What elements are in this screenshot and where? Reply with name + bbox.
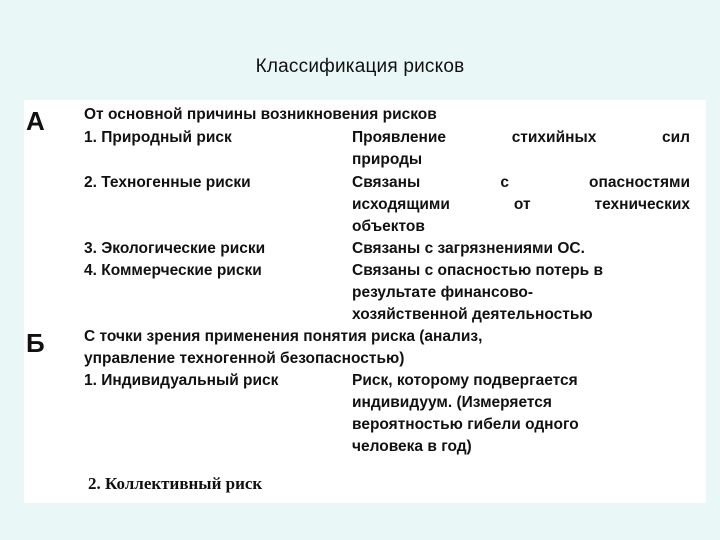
classification-panel <box>24 100 706 503</box>
slide-title: Классификация рисков <box>255 56 465 77</box>
risk-desc-natural-line2: природы <box>352 151 423 168</box>
risk-desc-individual-line3: вероятностью гибели одного <box>352 416 579 433</box>
section-b-letter: Б <box>26 328 45 358</box>
section-b-heading-line2: управление техногенной безопасностью) <box>84 350 405 367</box>
risk-name-commercial: 4. Коммерческие риски <box>84 262 262 279</box>
risk-desc-technogenic-line3: объектов <box>352 218 425 235</box>
risk-desc-technogenic-line1: Связаны с опасностями <box>352 174 690 191</box>
risk-desc-commercial-line1: Связаны с опасностью потерь в <box>352 262 603 279</box>
risk-desc-technogenic-line2: исходящими от технических <box>352 196 690 213</box>
risk-desc-commercial-line2: результате финансово- <box>352 284 534 301</box>
section-a-heading: От основной причины возникновения рисков <box>84 106 437 123</box>
risk-desc-natural-line1: Проявление стихийных сил <box>352 129 690 146</box>
risk-name-collective: 2. Коллективный риск <box>88 474 263 493</box>
section-a-letter: А <box>26 106 45 136</box>
risk-name-individual: 1. Индивидуальный риск <box>84 372 279 389</box>
risk-desc-ecological: Связаны с загрязнениями ОС. <box>352 240 585 257</box>
risk-desc-individual-line1: Риск, которому подвергается <box>352 372 578 389</box>
risk-name-natural: 1. Природный риск <box>84 129 232 146</box>
risk-name-ecological: 3. Экологические риски <box>84 240 266 257</box>
risk-name-technogenic: 2. Техногенные риски <box>84 174 251 191</box>
risk-desc-commercial-line3: хозяйственной деятельностью <box>352 306 593 323</box>
risk-desc-individual-line2: индивидуум. (Измеряется <box>352 394 552 411</box>
section-b-heading-line1: С точки зрения применения понятия риска (анализ, <box>84 328 483 345</box>
risk-desc-individual-line4: человека в год) <box>352 438 472 455</box>
